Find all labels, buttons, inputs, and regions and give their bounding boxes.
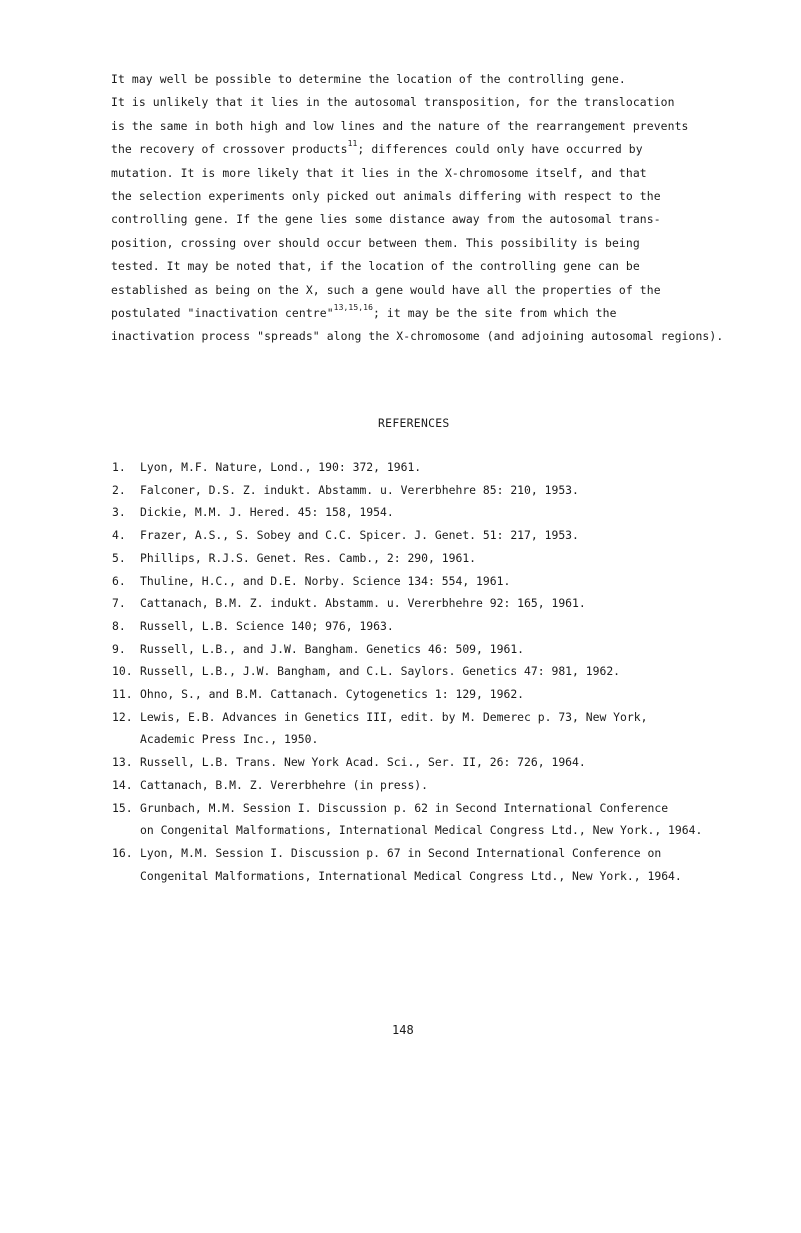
reference-number: 1. bbox=[112, 460, 126, 474]
reference-line: Russell, L.B. Science 140; 976, 1963. bbox=[140, 618, 394, 633]
reference-line: Thuline, H.C., and D.E. Norby. Science 134: 554, 1961. bbox=[140, 573, 511, 588]
reference-item bbox=[112, 479, 796, 502]
line-text-continued: ; differences could only have occurred by bbox=[357, 142, 643, 157]
reference-number: 9. bbox=[112, 641, 126, 656]
reference-number: 4. bbox=[112, 528, 126, 543]
line-text: the selection experiments only picked out animals differing with respect to the bbox=[111, 188, 661, 203]
reference-text bbox=[140, 751, 796, 774]
reference-text bbox=[140, 615, 796, 638]
reference-number: 16. bbox=[112, 845, 133, 860]
reference-number: 13. bbox=[112, 755, 133, 770]
reference-text bbox=[140, 570, 796, 593]
reference-line: Cattanach, B.M. Z. Vererbhehre (in press). bbox=[140, 777, 429, 792]
reference-line: Russell, L.B., and J.W. Bangham. Genetics 46: 509, 1961. bbox=[140, 641, 525, 656]
reference-number: 15. bbox=[112, 800, 133, 815]
reference-text bbox=[140, 524, 796, 547]
reference-number: 2. bbox=[112, 482, 126, 497]
reference-line: Lyon, M.M. Session I. Discussion p. 67 in Second International Conference on bbox=[140, 845, 662, 860]
reference-item bbox=[112, 706, 796, 751]
reference-number: 6. bbox=[112, 573, 126, 588]
reference-number: 5. bbox=[112, 550, 126, 565]
line-text: postulated "inactivation centre" bbox=[111, 305, 334, 320]
reference-text bbox=[140, 660, 796, 683]
reference-number: 8. bbox=[112, 618, 126, 633]
reference-text bbox=[140, 501, 796, 524]
reference-item bbox=[112, 683, 796, 706]
reference-item bbox=[112, 570, 796, 593]
paragraph-line bbox=[111, 302, 795, 325]
reference-item bbox=[112, 797, 796, 842]
reference-text bbox=[140, 842, 796, 887]
reference-item bbox=[112, 501, 796, 524]
line-text: position, crossing over should occur between them. This possibility is being bbox=[111, 235, 640, 250]
line-text: It may well be possible to determine the location of the controlling gene. bbox=[111, 72, 626, 86]
reference-item bbox=[112, 547, 796, 570]
reference-item bbox=[112, 592, 796, 615]
reference-line: Cattanach, B.M. Z. indukt. Abstamm. u. Vererbhehre 92: 165, 1961. bbox=[140, 596, 586, 611]
reference-text bbox=[140, 683, 796, 706]
reference-number: 10. bbox=[112, 664, 133, 679]
reference-line: Falconer, D.S. Z. indukt. Abstamm. u. Vererbhehre 85: 210, 1953. bbox=[140, 482, 579, 497]
reference-text bbox=[140, 706, 796, 751]
line-text-continued: ; it may be the site from which the bbox=[373, 305, 617, 320]
reference-number: 12. bbox=[112, 709, 133, 724]
reference-line: Congenital Malformations, International Medical Congress Ltd., New York., 1964. bbox=[140, 868, 682, 883]
reference-line: Russell, L.B., J.W. Bangham, and C.L. Saylors. Genetics 47: 981, 1962. bbox=[140, 664, 621, 679]
references-list bbox=[112, 456, 796, 887]
line-text: established as being on the X, such a gene would have all the properties of the bbox=[111, 282, 661, 297]
reference-line: Grunbach, M.M. Session I. Discussion p. 62 in Second International Conference bbox=[140, 800, 669, 815]
paragraph-line bbox=[111, 162, 795, 185]
reference-line: Ohno, S., and B.M. Cattanach. Cytogenetics 1: 129, 1962. bbox=[140, 687, 525, 702]
reference-text bbox=[140, 638, 796, 661]
line-text: controlling gene. If the gene lies some distance away from the autosomal trans- bbox=[111, 212, 661, 227]
reference-item bbox=[112, 456, 796, 479]
citation-superscript: 13,15,16 bbox=[333, 303, 373, 313]
line-text: mutation. It is more likely that it lies in the X-chromosome itself, and that bbox=[111, 165, 647, 180]
reference-number: 14. bbox=[112, 777, 133, 792]
reference-line: Lewis, E.B. Advances in Genetics III, edit. by M. Demerec p. 73, New York, bbox=[140, 709, 648, 724]
reference-text bbox=[140, 797, 796, 842]
reference-item bbox=[112, 842, 796, 887]
citation-superscript: 11 bbox=[347, 139, 358, 149]
reference-line: Dickie, M.M. J. Hered. 45: 158, 1954. bbox=[140, 505, 394, 520]
line-text: tested. It may be noted that, if the location of the controlling gene can be bbox=[111, 259, 640, 274]
reference-line: Phillips, R.J.S. Genet. Res. Camb., 2: 290, 1961. bbox=[140, 550, 477, 565]
paragraph-line bbox=[111, 68, 795, 91]
body-paragraph bbox=[111, 68, 795, 349]
reference-number: 7. bbox=[112, 596, 126, 611]
reference-line: Academic Press Inc., 1950. bbox=[140, 732, 319, 747]
paragraph-line bbox=[111, 232, 795, 255]
reference-item bbox=[112, 615, 796, 638]
paragraph-line bbox=[111, 91, 795, 114]
line-text: the recovery of crossover products bbox=[111, 142, 348, 157]
paragraph-line bbox=[111, 138, 795, 161]
reference-text bbox=[140, 774, 796, 797]
reference-item bbox=[112, 751, 796, 774]
reference-line: Frazer, A.S., S. Sobey and C.C. Spicer. J. Genet. 51: 217, 1953. bbox=[140, 528, 579, 543]
paragraph-line bbox=[111, 279, 795, 302]
reference-text bbox=[140, 479, 796, 502]
reference-item bbox=[112, 660, 796, 683]
reference-line: on Congenital Malformations, International Medical Congress Ltd., New York., 1964. bbox=[140, 823, 703, 838]
reference-text bbox=[140, 592, 796, 615]
page-number: 148 bbox=[392, 1023, 414, 1037]
paragraph-line bbox=[111, 115, 795, 138]
paragraph-line bbox=[111, 325, 795, 348]
line-text: inactivation process "spreads" along the X-chromosome (and adjoining autosomal regions). bbox=[111, 329, 724, 344]
line-text: is the same in both high and low lines and the nature of the rearrangement prevents bbox=[111, 118, 689, 133]
reference-item bbox=[112, 774, 796, 797]
reference-item bbox=[112, 524, 796, 547]
reference-item bbox=[112, 638, 796, 661]
reference-number: 3. bbox=[112, 505, 126, 520]
reference-line: Russell, L.B. Trans. New York Acad. Sci., Ser. II, 26: 726, 1964. bbox=[140, 755, 586, 770]
reference-text bbox=[140, 547, 796, 570]
line-text: It is unlikely that it lies in the autosomal transposition, for the translocation bbox=[111, 95, 675, 110]
reference-text bbox=[140, 456, 796, 479]
reference-line: Lyon, M.F. Nature, Lond., 190: 372, 1961. bbox=[140, 460, 422, 474]
paragraph-line bbox=[111, 255, 795, 278]
reference-number: 11. bbox=[112, 687, 133, 702]
paragraph-line bbox=[111, 208, 795, 231]
references-heading: REFERENCES bbox=[378, 416, 450, 430]
paragraph-line bbox=[111, 185, 795, 208]
